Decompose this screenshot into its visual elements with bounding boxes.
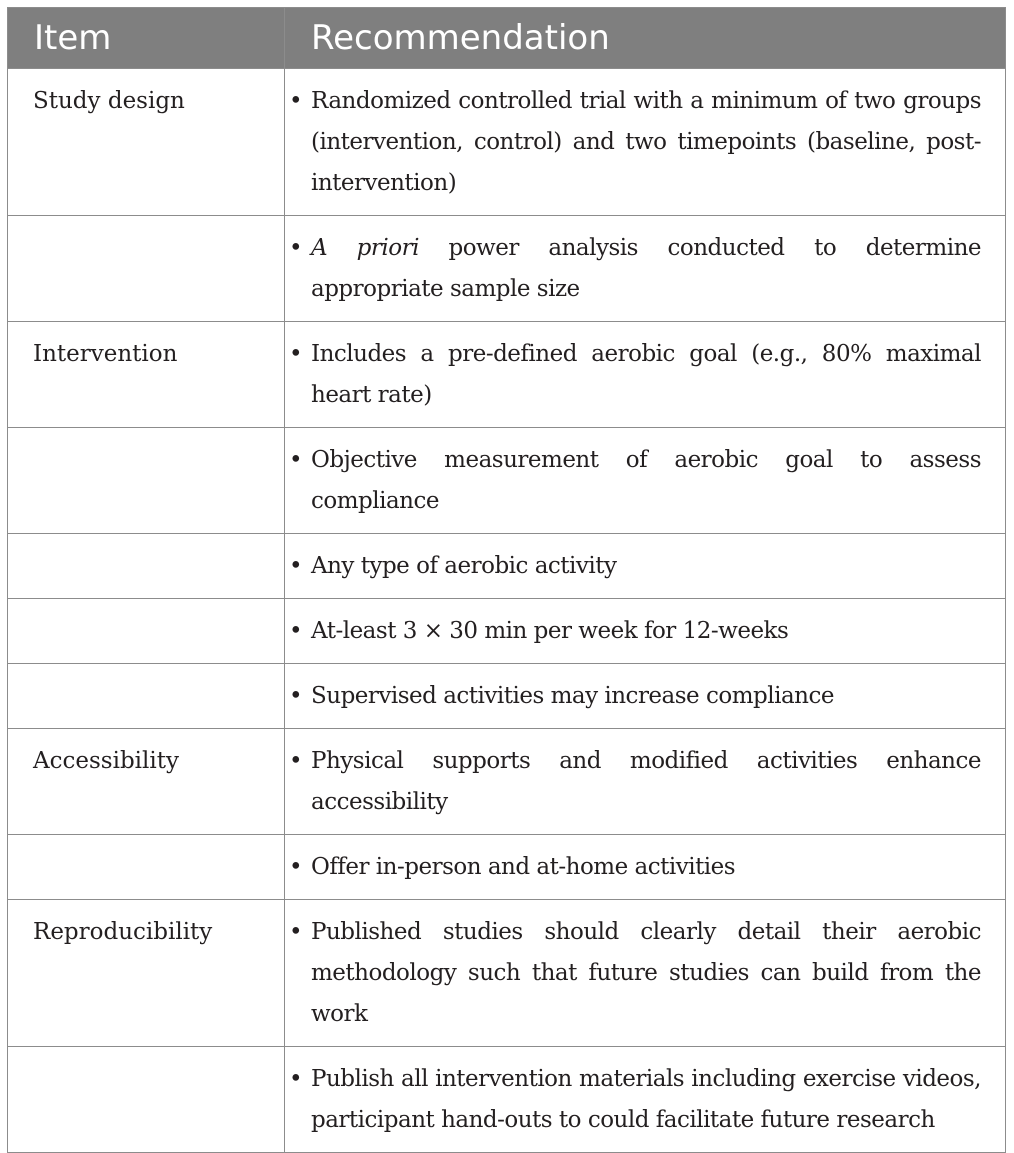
table-row bbox=[8, 322, 1006, 428]
item-cell bbox=[8, 428, 285, 534]
table-row bbox=[8, 664, 1006, 729]
recommendation-cell bbox=[285, 664, 1006, 729]
recommendation-cell bbox=[285, 729, 1006, 835]
recommendation-cell bbox=[285, 428, 1006, 534]
bullet-icon: • bbox=[289, 1066, 303, 1092]
recommendation-cell bbox=[285, 599, 1006, 664]
header-item: Item bbox=[8, 8, 285, 69]
recommendation-cell bbox=[285, 322, 1006, 428]
bullet-icon: • bbox=[289, 919, 303, 945]
bullet-icon: • bbox=[289, 618, 303, 644]
table-row bbox=[8, 729, 1006, 835]
recommendation-cell bbox=[285, 534, 1006, 599]
item-cell bbox=[8, 835, 285, 900]
recommendation-text: Any type of aerobic activity bbox=[311, 553, 617, 579]
bullet-icon: • bbox=[289, 553, 303, 579]
table-row bbox=[8, 1047, 1006, 1153]
recommendation-cell bbox=[285, 1047, 1006, 1153]
recommendation-text: Published studies should clearly detail their aerobic methodology such that future studies can build from the work bbox=[311, 919, 981, 1027]
bullet-icon: • bbox=[289, 748, 303, 774]
table-row bbox=[8, 835, 1006, 900]
bullet-icon: • bbox=[289, 854, 303, 880]
item-cell: Intervention bbox=[8, 322, 285, 428]
header-recommendation: Recommendation bbox=[285, 8, 1006, 69]
recommendations-table bbox=[7, 7, 1006, 1153]
recommendation-emphasis: A priori bbox=[311, 235, 419, 261]
recommendation-text: Randomized controlled trial with a minimum of two groups (intervention, control) and two timepoints (baseline, post-intervention) bbox=[311, 88, 981, 196]
item-cell bbox=[8, 664, 285, 729]
item-cell: Study design bbox=[8, 69, 285, 216]
recommendation-cell bbox=[285, 835, 1006, 900]
item-cell: Reproducibility bbox=[8, 900, 285, 1047]
bullet-icon: • bbox=[289, 235, 303, 261]
recommendation-cell bbox=[285, 900, 1006, 1047]
table-row bbox=[8, 216, 1006, 322]
bullet-icon: • bbox=[289, 341, 303, 367]
item-cell bbox=[8, 534, 285, 599]
recommendation-text: Offer in-person and at-home activities bbox=[311, 854, 736, 880]
recommendation-text: Physical supports and modified activities enhance accessibility bbox=[311, 748, 981, 815]
recommendation-text: Objective measurement of aerobic goal to assess compliance bbox=[311, 447, 981, 514]
table-row bbox=[8, 69, 1006, 216]
item-cell bbox=[8, 1047, 285, 1153]
bullet-icon: • bbox=[289, 447, 303, 473]
recommendation-text: At-least 3 × 30 min per week for 12-weeks bbox=[311, 618, 789, 644]
recommendation-text: Publish all intervention materials including exercise videos, participant hand-outs to could facilitate future research bbox=[311, 1066, 981, 1133]
item-cell bbox=[8, 216, 285, 322]
recommendation-text: power analysis conducted to determine appropriate sample size bbox=[311, 235, 981, 302]
header-row bbox=[8, 8, 1006, 69]
table-row bbox=[8, 428, 1006, 534]
table-row bbox=[8, 534, 1006, 599]
recommendation-cell bbox=[285, 216, 1006, 322]
recommendation-cell bbox=[285, 69, 1006, 216]
bullet-icon: • bbox=[289, 683, 303, 709]
table-row bbox=[8, 599, 1006, 664]
table-row bbox=[8, 900, 1006, 1047]
item-cell: Accessibility bbox=[8, 729, 285, 835]
recommendation-text: Includes a pre-defined aerobic goal (e.g., 80% maximal heart rate) bbox=[311, 341, 981, 408]
item-cell bbox=[8, 599, 285, 664]
bullet-icon: • bbox=[289, 88, 303, 114]
recommendation-text: Supervised activities may increase compliance bbox=[311, 683, 834, 709]
